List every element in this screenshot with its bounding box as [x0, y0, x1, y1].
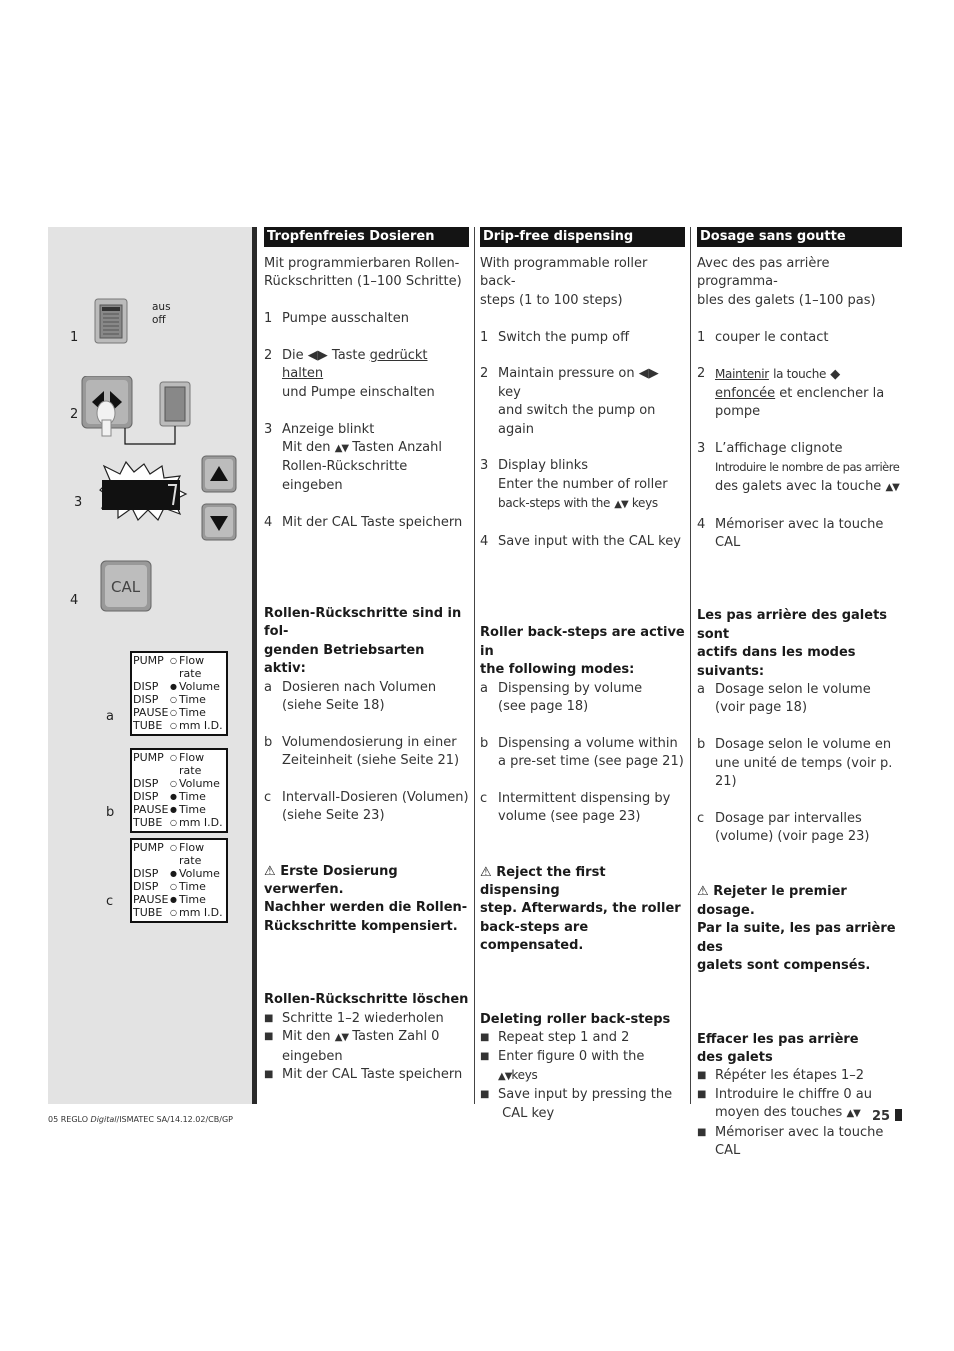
filled-dot-icon: ● — [170, 791, 177, 801]
mode-row: PAUSE ● Time — [133, 892, 206, 906]
step-3: 3 L’affichage clignote Introduire le nombre de pas arrière des galets avec la touche ▲▼ — [697, 441, 900, 494]
mode-row: PUMP ○ Flow rate — [133, 751, 205, 777]
bullet-icon: ■ — [264, 1068, 274, 1080]
step-4: 4 Save input with the CAL key — [480, 534, 681, 550]
warning-icon: ⚠ — [697, 884, 709, 900]
empty-dot-icon: ○ — [170, 753, 177, 762]
up-down-arrow-icon: ▲▼ — [846, 1108, 860, 1120]
figure-step-3: 3 — [74, 495, 83, 510]
mode-letter-b: b — [106, 805, 115, 820]
up-arrow-key-icon — [201, 455, 237, 493]
bullet-icon: ■ — [480, 1032, 490, 1044]
column-german: Tropfenfreies Dosieren Mit programmierbaren Rollen- Rückschritten (1–100 Schritte) 1 Pumpe ausschalten 2 Die ◀▶ Taste gedrückt halten und Pumpe einschalten 3 Anzeige blinkt Mit den ▲▼ Tasten Anzahl Rollen-Rückschritte eingeben 4 Mit der CAL Taste speichern Rollen-Rückschritte sind in fol- genden Betriebsarten aktiv: a Dosieren nach Volumen (siehe Seite 18) b Volumendosierung in einer Zeiteinheit (siehe Seite 21) c Intervall-Dosieren (Volumen) (siehe Seite 23) ⚠ Erste Dosierung verwerfen. Nachher werden die Rollen- Rückschritte kompensiert. Rollen-Rückschritte löschen ■ Schritte 1–2 wiederholen ■ Mit den ▲▼ Tasten Zahl 0 eingeben ■ Mit der CAL Taste speichern — [264, 227, 469, 1084]
mode-row: TUBE ○ mm I.D. — [133, 718, 223, 732]
step-4: 4 Mit der CAL Taste speichern — [264, 514, 463, 530]
mode-row: DISP ○ Volume — [133, 776, 220, 790]
figure-step-4: 4 — [70, 593, 79, 608]
mode-display-b — [130, 748, 228, 833]
bullet-icon: ■ — [697, 1070, 707, 1082]
mode-row: TUBE ○ mm I.D. — [133, 815, 223, 829]
step-2: 2 Maintain pressure on ◀▶ key and switch the pump on again — [480, 366, 659, 437]
empty-dot-icon: ○ — [170, 817, 177, 827]
up-down-arrow-icon: ▲▼ — [885, 481, 899, 493]
mode-display-a — [130, 651, 228, 736]
column-english: Drip-free dispensing With programmable roller back- steps (1 to 100 steps) 1 Switch the pump off 2 Maintain pressure on ◀▶ key and switch the pump on again 3 Display blinks Enter the number of roller back-steps with the ▲▼ keys 4 Save input with the CAL key Roller back-steps are active in the following modes: a Dispensing by volume (see page 18) b Dispensing a volume within a pre-set time (see page 21) c Intermittent dispensing by volume (see page 23) ⚠ Reject the first dispensing step. Afterwards, the roller back-steps are compensated. Deleting roller back-steps ■ Repeat step 1 and 2 ■ Enter figure 0 with the ▲▼keys ■ Save input by pressing the CAL key — [480, 227, 685, 1123]
step-2: 2 Maintenir la touche ◆ enfoncée et enclencher la pompe — [697, 366, 885, 420]
panel-divider — [252, 227, 257, 1104]
empty-dot-icon: ○ — [170, 881, 177, 891]
empty-dot-icon: ○ — [170, 720, 177, 730]
mode-row: DISP ○ Time — [133, 879, 206, 893]
section-header: Tropfenfreies Dosieren — [264, 227, 469, 247]
mode-row: DISP ○ Time — [133, 692, 206, 706]
step-2: 2 Die ◀▶ Taste gedrückt halten und Pumpe einschalten — [264, 348, 435, 400]
filled-dot-icon: ● — [170, 868, 177, 878]
mode-row: DISP ● Volume — [133, 866, 220, 880]
up-down-arrow-icon: ▲▼ — [498, 1070, 512, 1082]
empty-dot-icon: ○ — [170, 707, 177, 717]
page-marker-icon — [895, 1109, 902, 1121]
filled-dot-icon: ● — [170, 681, 177, 691]
mode-row: TUBE ○ mm I.D. — [133, 905, 223, 919]
filled-dot-icon: ● — [170, 894, 177, 904]
mode-a: a Dosieren nach Volumen (siehe Seite 18) — [264, 679, 437, 714]
bullet-icon: ■ — [264, 1031, 274, 1043]
up-down-arrow-icon: ▲▼ — [334, 443, 349, 455]
empty-dot-icon: ○ — [170, 694, 177, 704]
empty-dot-icon: ○ — [170, 778, 177, 788]
empty-dot-icon: ○ — [170, 907, 177, 917]
power-switch-icon — [94, 298, 128, 344]
section-header: Drip-free dispensing — [480, 227, 685, 247]
step-3: 3 Display blinks Enter the number of roller back-steps with the ▲▼ keys — [480, 458, 668, 511]
footer-reference: 05 REGLO Digital/ISMATEC SA/14.12.02/CB/GP — [48, 1115, 233, 1124]
section-header: Dosage sans goutte — [697, 227, 902, 247]
step-4: 4 Mémoriser avec la touche CAL — [697, 516, 884, 551]
mode-c: c Intervall-Dosieren (Volumen) (siehe Seite 23) — [264, 790, 469, 824]
figure-step-1: 1 — [70, 330, 79, 345]
mode-letter-c: c — [106, 894, 114, 909]
step-1: 1 Switch the pump off — [480, 329, 630, 345]
mode-row: PAUSE ● Time — [133, 802, 206, 816]
mode-row: PAUSE ○ Time — [133, 705, 206, 719]
column-rule — [474, 227, 475, 1104]
blinking-display-icon — [96, 460, 188, 522]
column-rule — [690, 227, 691, 1104]
warning-icon: ⚠ — [480, 864, 492, 880]
bullet-icon: ■ — [697, 1088, 707, 1100]
empty-dot-icon: ○ — [170, 843, 177, 852]
mode-row: DISP ● Volume — [133, 679, 220, 693]
step-1: 1 couper le contact — [697, 329, 829, 345]
step-1: 1 Pumpe ausschalten — [264, 311, 409, 327]
warning-icon: ⚠ — [264, 863, 276, 879]
mode-row: PUMP ○ Flow rate — [133, 654, 205, 680]
filled-dot-icon: ● — [170, 804, 177, 814]
mode-row: DISP ● Time — [133, 789, 206, 803]
up-down-arrow-icon: ▲▼ — [334, 1032, 349, 1044]
down-arrow-key-icon — [201, 503, 237, 541]
mode-letter-a: a — [106, 709, 114, 724]
figure-step-2: 2 — [70, 407, 79, 422]
bullet-icon: ■ — [480, 1050, 490, 1062]
direction-key-icon: ◆ — [830, 367, 841, 383]
mode-row: PUMP ○ Flow rate — [133, 841, 205, 867]
direction-key-icon: ◀▶ — [638, 366, 659, 382]
cal-key-label: CAL — [111, 578, 141, 596]
bullet-icon: ■ — [697, 1126, 707, 1138]
switch-off-label: aus off — [152, 301, 171, 326]
mode-display-c — [130, 838, 228, 923]
column-french: Dosage sans goutte Avec des pas arrière programma- bles des galets (1–100 pas) 1 couper le contact 2 Maintenir la touche ◆ enfoncée et enclencher la pompe 3 L’affichage clignote Introduire le nombre de pas arrière des galets avec la touche ▲▼ 4 Mémoriser avec la touche CAL Les pas arrière des galets sont actifs dans les modes suivants: a Dosage selon le volume (voir page 18) b Dosage selon le volume en une unité de temps (voir p. 21) c Dosage par intervalles (volume) (voir page 23) ⚠ Rejeter le premier dosage. Par la suite, les pas arrière des galets sont compensés. Effacer les pas arrière des galets ■ Répéter les étapes 1–2 ■ Introduire le chiffre 0 au moyen des touches ▲▼ ■ Mémoriser avec la touche CAL — [697, 227, 902, 1160]
page-number: 25 — [872, 1109, 902, 1124]
direction-key-press-icon — [80, 376, 198, 450]
step-3: 3 Anzeige blinkt Mit den ▲▼ Tasten Anzahl Rollen-Rückschritte eingeben — [264, 421, 442, 493]
mode-b: b Volumendosierung in einer Zeiteinheit (siehe Seite 21) — [264, 734, 460, 769]
bullet-icon: ■ — [264, 1012, 274, 1024]
direction-key-icon: ◀▶ — [307, 348, 328, 363]
bullet-icon: ■ — [480, 1089, 490, 1101]
empty-dot-icon: ○ — [170, 656, 177, 665]
up-down-arrow-icon: ▲▼ — [614, 499, 628, 511]
